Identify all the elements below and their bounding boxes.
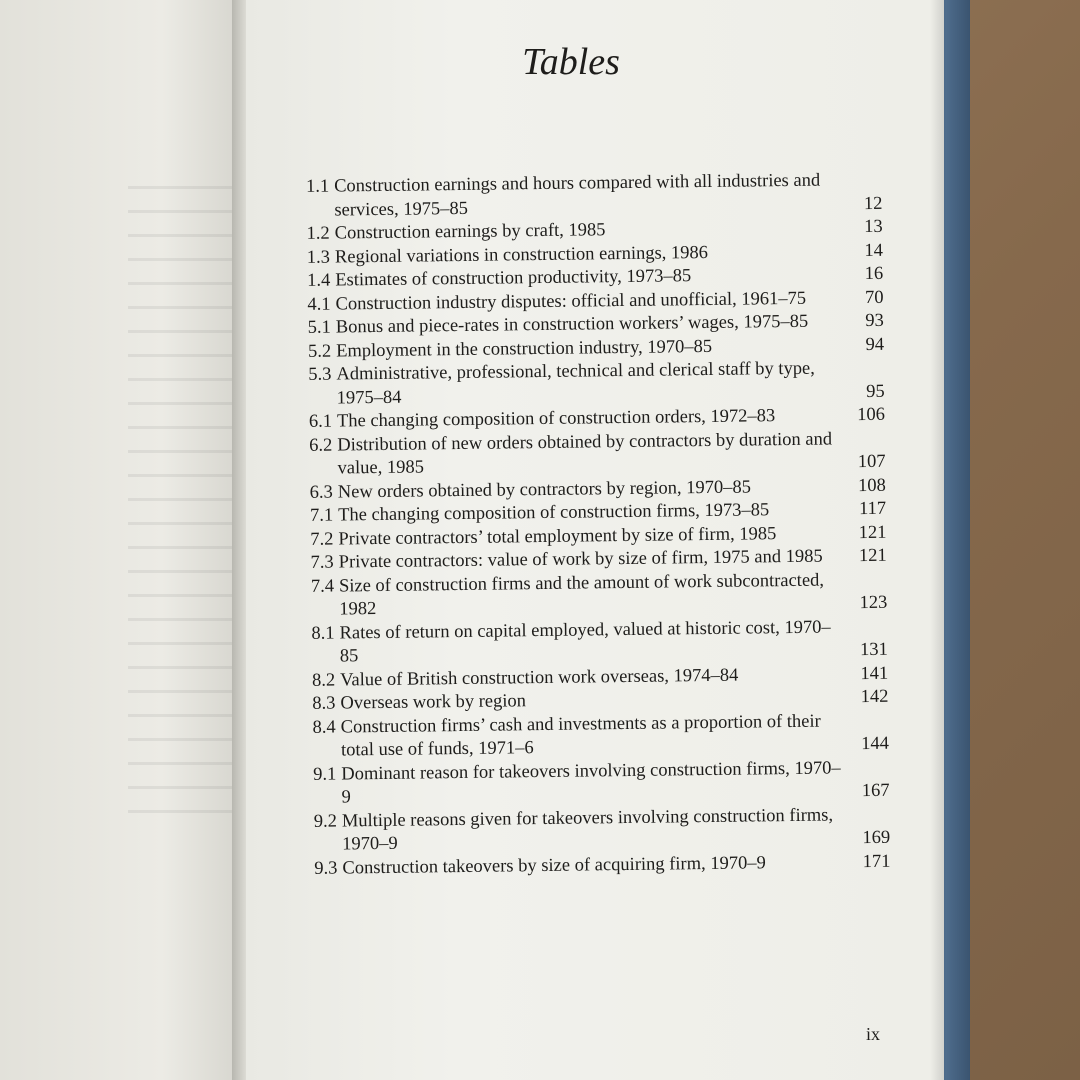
table-number: 8.1: [311, 623, 335, 644]
table-number: 8.4: [312, 717, 336, 738]
table-page-number: 16: [864, 263, 884, 285]
table-title: Private contractors’ total employment by size of firm, 1985: [338, 523, 777, 550]
table-number: 5.3: [308, 364, 332, 385]
table-page-number: 106: [857, 404, 886, 426]
table-title: Construction industry disputes: official and unofficial, 1961–75: [335, 288, 807, 315]
table-title: Construction firms’ cash and investments as a proportion of their total use of funds, 1971–6: [340, 711, 821, 761]
table-page-number: 93: [865, 310, 884, 332]
table-title: Construction earnings by craft, 1985: [334, 220, 606, 244]
table-number: 7.2: [310, 529, 334, 550]
table-title: Rates of return on capital employed, valued at historic cost, 1970–85: [339, 617, 831, 667]
table-title: Dominant reason for takeovers involving construction firms, 1970–9: [341, 757, 841, 808]
tables-list: [296, 169, 891, 881]
table-title: Bonus and piece-rates in construction workers’ wages, 1975–85: [335, 311, 809, 338]
table-title: Overseas work by region: [340, 691, 527, 714]
table-number: 1.4: [307, 270, 331, 291]
table-page-number: 94: [865, 334, 885, 355]
table-page-number: 14: [864, 240, 884, 261]
page-edge-shadow: [930, 0, 944, 1080]
table-title: The changing composition of construction firms, 1973–85: [338, 500, 770, 526]
table-entry: [303, 756, 890, 810]
table-number: 9.3: [314, 858, 338, 879]
table-title: Size of construction firms and the amount of work subcontracted, 1982: [338, 570, 825, 620]
table-number: 9.1: [313, 764, 337, 785]
table-title: Distribution of new orders obtained by contractors by duration and value, 1985: [337, 428, 833, 479]
table-page-number: 107: [857, 451, 886, 473]
table-entry: [298, 357, 885, 411]
table-page-number: 108: [857, 475, 886, 496]
table-title: Construction earnings and hours compared with all industries and services, 1975–85: [334, 170, 821, 221]
table-page-number: 121: [858, 545, 887, 567]
table-page-number: 142: [860, 686, 889, 708]
table-number: 1.2: [306, 223, 330, 244]
table-number: 1.1: [305, 176, 330, 197]
table-entry: [303, 709, 890, 763]
show-through-text: [128, 170, 232, 830]
table-page-number: 12: [863, 193, 883, 214]
table-number: 7.3: [310, 552, 334, 573]
left-page: [0, 0, 232, 1080]
table-number: 5.1: [307, 317, 331, 338]
table-number: 8.3: [312, 693, 336, 714]
table-title: Value of British construction work overseas, 1974–84: [340, 665, 739, 690]
table-title: Multiple reasons given for takeovers involving construction firms, 1970–9: [341, 804, 834, 855]
table-number: 1.3: [306, 247, 331, 268]
table-number: 7.1: [309, 505, 334, 526]
table-number: 9.2: [313, 811, 338, 832]
table-number: 7.4: [310, 576, 335, 597]
page-number: ix: [866, 1024, 881, 1044]
table-title: Private contractors: value of work by size of firm, 1975 and 1985: [338, 546, 823, 573]
table-page-number: 13: [864, 216, 883, 238]
table-title: Estimates of construction productivity, 1973–85: [335, 266, 692, 291]
table-number: 8.2: [311, 670, 336, 691]
table-number: 6.3: [309, 482, 333, 503]
table-page-number: 123: [859, 592, 888, 614]
table-page-number: 70: [864, 287, 884, 308]
table-entry: [304, 803, 891, 857]
page-title: Tables: [522, 41, 620, 83]
table-number: 4.1: [307, 294, 331, 315]
table-title: The changing composition of construction orders, 1972–83: [336, 406, 776, 432]
table-number: 6.1: [308, 411, 333, 432]
table-page-number: 171: [862, 851, 891, 872]
table-page-number: 117: [858, 498, 887, 520]
table-number: 6.2: [309, 435, 333, 456]
table-page-number: 141: [860, 663, 889, 684]
table-title: Employment in the construction industry, 1970–85: [336, 336, 713, 362]
table-page-number: 131: [859, 639, 888, 661]
table-entry: [301, 568, 888, 622]
table-title: Construction takeovers by size of acquiring firm, 1970–9: [342, 852, 766, 878]
table-entry: [296, 169, 883, 223]
table-page-number: 144: [861, 733, 890, 755]
table-page-number: 95: [866, 381, 885, 402]
table-entry: [301, 615, 888, 669]
table-title: Administrative, professional, technical and clerical staff by type, 1975–84: [336, 358, 815, 409]
table-page-number: 169: [862, 827, 891, 849]
table-page-number: 167: [861, 780, 890, 802]
table-title: New orders obtained by contractors by region, 1970–85: [337, 476, 752, 503]
table-entry: [299, 427, 886, 481]
table-title: Regional variations in construction earnings, 1986: [334, 242, 709, 268]
table-page-number: 121: [858, 522, 887, 543]
book-gutter: [232, 0, 246, 1080]
table-number: 5.2: [307, 341, 332, 362]
